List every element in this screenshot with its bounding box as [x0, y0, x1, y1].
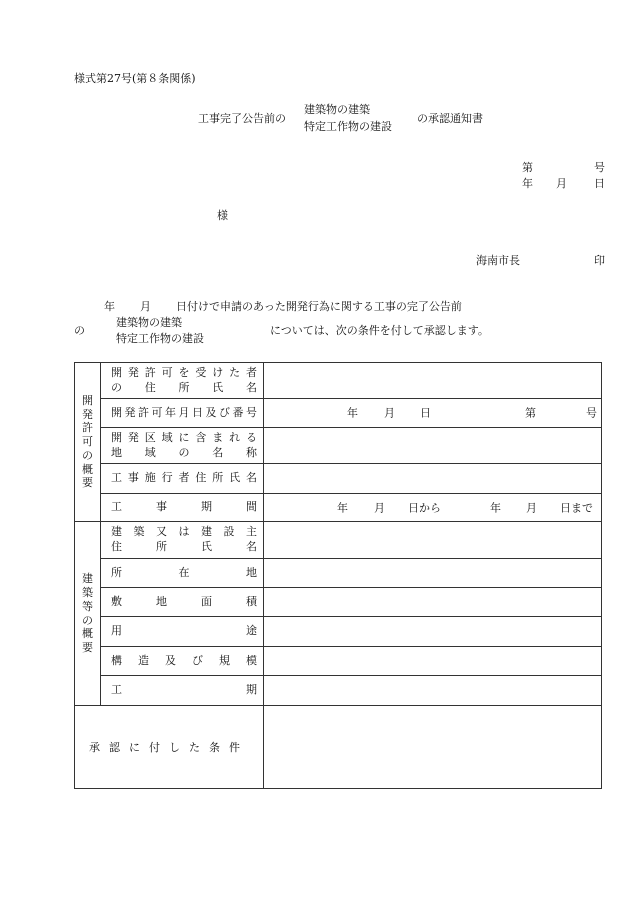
- table-row: [75, 494, 602, 522]
- row-label: [101, 647, 264, 676]
- site-area-field[interactable]: [264, 588, 602, 617]
- contractor-field[interactable]: [264, 464, 602, 494]
- row-label-line: の 住 所 氏 名: [111, 380, 257, 394]
- period-from: 日から: [408, 501, 441, 514]
- row-label-line: 所 在 地: [111, 565, 257, 579]
- group-building-overview: [75, 522, 101, 706]
- doc-date-month: 月: [556, 177, 567, 190]
- row-label-line: 構 造 及 び 規 模: [111, 653, 257, 667]
- body-year: 年: [104, 300, 115, 313]
- period-start-month: 月: [374, 501, 385, 514]
- table-row: [75, 706, 602, 789]
- row-label-line: 工 期: [111, 683, 257, 697]
- period-end-year: 年: [490, 501, 501, 514]
- builder-field[interactable]: [264, 522, 602, 559]
- row-label-line: 開発区域に含まれる: [111, 430, 257, 444]
- row-label-line: 敷 地 面 積: [111, 594, 257, 608]
- table-row: [75, 464, 602, 494]
- area-name-field[interactable]: [264, 428, 602, 464]
- row-label: [101, 428, 264, 464]
- addressee-suffix: 様: [217, 209, 228, 222]
- form-number: 様式第27号(第８条関係): [74, 72, 196, 85]
- row-label: [101, 399, 264, 428]
- issuer-name: 海南市長: [476, 254, 520, 267]
- group-label-building: 建 築 等 の 概 要: [82, 572, 93, 654]
- permittee-field[interactable]: [264, 363, 602, 399]
- row-label: [101, 559, 264, 588]
- row-label-line: 建築又は建設主: [111, 525, 257, 539]
- permit-month: 月: [384, 406, 395, 420]
- permit-go: 号: [586, 406, 597, 420]
- location-field[interactable]: [264, 559, 602, 588]
- row-label-line: 用 途: [111, 624, 257, 638]
- row-label-line: 開発許可を受けた者: [111, 365, 257, 379]
- title-suffix: の承認通知書: [417, 112, 483, 125]
- doc-date-year: 年: [522, 177, 533, 190]
- seal-mark: 印: [594, 254, 605, 267]
- conditions-field[interactable]: [264, 706, 602, 789]
- row-label: [101, 522, 264, 559]
- table-row: [75, 588, 602, 617]
- permit-date-number-field[interactable]: [264, 399, 602, 428]
- title-option-building: 建築物の建築: [304, 103, 370, 116]
- body-no: の: [74, 324, 85, 337]
- row-label: [101, 494, 264, 522]
- permit-dai: 第: [525, 406, 536, 420]
- row-label: [101, 676, 264, 706]
- permit-day: 日: [420, 406, 431, 420]
- overview-table: [74, 362, 602, 789]
- doc-date-day: 日: [594, 177, 605, 190]
- permit-year: 年: [347, 406, 358, 420]
- table-row: [75, 647, 602, 676]
- body-option-structure: 特定工作物の建設: [116, 332, 204, 345]
- row-label: [101, 588, 264, 617]
- structure-scale-field[interactable]: [264, 647, 602, 676]
- row-label: [101, 617, 264, 647]
- table-row: [75, 399, 602, 428]
- row-label-line: 開発許可年月日及び番号: [111, 405, 257, 419]
- schedule-field[interactable]: [264, 676, 602, 706]
- row-label-line: 住 所 氏 名: [111, 540, 257, 553]
- doc-number-go: 号: [594, 161, 605, 174]
- row-label: [101, 464, 264, 494]
- period-end-month: 月: [526, 501, 537, 514]
- body-month: 月: [140, 300, 151, 313]
- table-row: [75, 676, 602, 706]
- row-label: [101, 363, 264, 399]
- period-start-year: 年: [337, 501, 348, 514]
- doc-number-dai: 第: [522, 161, 533, 174]
- body-line1: 日付けで申請のあった開発行為に関する工事の完了公告前: [176, 300, 462, 313]
- construction-period-field[interactable]: [264, 494, 602, 522]
- row-label-line: 地 域 の 名 称: [111, 445, 257, 459]
- table-row: [75, 617, 602, 647]
- group-label-development: 開 発 許 可 の 概 要: [82, 393, 93, 490]
- group-development-permit: [75, 363, 101, 522]
- title-option-structure: 特定工作物の建設: [304, 120, 392, 133]
- usage-field[interactable]: [264, 617, 602, 647]
- table-row: [75, 522, 602, 559]
- table-row: [75, 559, 602, 588]
- table-row: [75, 428, 602, 464]
- row-label-line: 工事施行者住所氏名: [111, 471, 257, 485]
- conditions-label: 承認に付した条件: [75, 706, 264, 789]
- title-prefix: 工事完了公告前の: [198, 112, 286, 125]
- period-until: 日まで: [560, 501, 593, 514]
- row-label-line: 工 事 期 間: [111, 500, 257, 514]
- body-option-building: 建築物の建築: [116, 316, 182, 329]
- table-row: [75, 363, 602, 399]
- body-line2: については、次の条件を付して承認します。: [270, 324, 489, 337]
